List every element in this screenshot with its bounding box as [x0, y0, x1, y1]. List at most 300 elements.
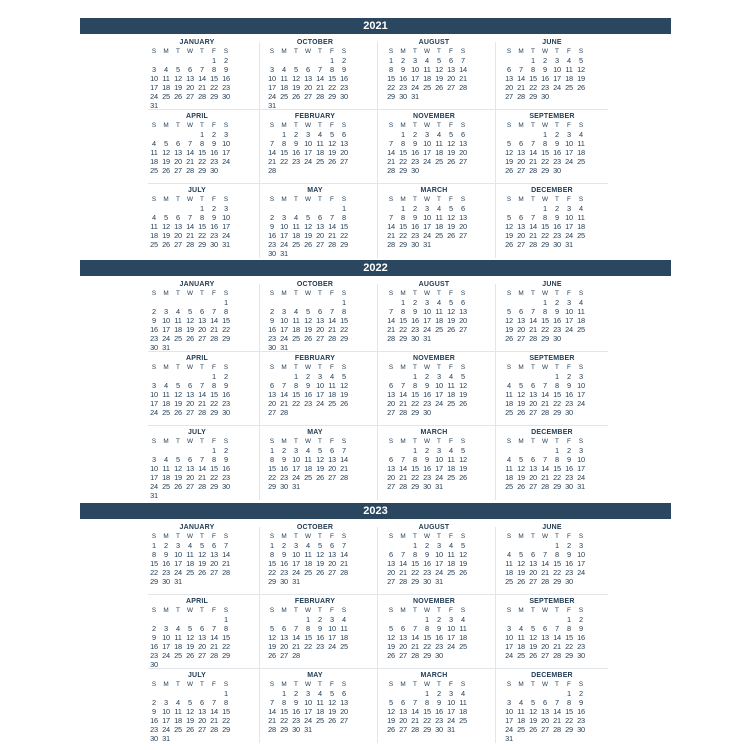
- day-cell: [208, 615, 220, 624]
- day-cell: [266, 615, 278, 624]
- day-cell: 15: [150, 559, 158, 568]
- day-cell: 9: [413, 139, 417, 148]
- weekday-label: S: [223, 681, 229, 688]
- day-cell: [527, 298, 539, 307]
- week-row: [148, 482, 248, 491]
- weekday-header: [148, 195, 248, 204]
- day-cell: 10: [447, 624, 455, 633]
- day-cell: 25: [304, 568, 312, 577]
- day-cell: 10: [280, 316, 288, 325]
- day-cell: 2: [212, 130, 216, 139]
- day-cell: 17: [162, 716, 170, 725]
- day-cell: 29: [399, 334, 407, 343]
- day-cell: [314, 166, 326, 175]
- day-cell: 5: [579, 56, 583, 65]
- weekday-label: S: [269, 681, 275, 688]
- week-row: [503, 390, 603, 399]
- day-cell: 20: [459, 316, 467, 325]
- weekday-label: T: [294, 681, 298, 688]
- day-cell: 7: [389, 307, 393, 316]
- day-cell: 2: [164, 541, 168, 550]
- month-calendar: [148, 280, 248, 352]
- column-divider: [377, 527, 378, 743]
- week-row: [385, 381, 485, 390]
- week-row: [503, 307, 603, 316]
- week-row: [148, 298, 248, 307]
- month-calendar: [385, 597, 485, 669]
- day-cell: 29: [268, 482, 276, 491]
- day-cell: 20: [328, 559, 336, 568]
- day-cell: [314, 408, 326, 417]
- day-cell: 9: [152, 633, 156, 642]
- weekday-label: S: [223, 438, 229, 445]
- day-cell: 16: [577, 707, 585, 716]
- day-cell: [148, 56, 160, 65]
- day-cell: [208, 689, 220, 698]
- day-cell: 16: [210, 222, 218, 231]
- month-name: DECEMBER: [531, 429, 573, 436]
- day-cell: 6: [342, 130, 346, 139]
- day-cell: 2: [413, 204, 417, 213]
- day-cell: 30: [411, 240, 419, 249]
- day-cell: 4: [306, 541, 310, 550]
- day-cell: 14: [529, 316, 537, 325]
- day-cell: 20: [280, 642, 288, 651]
- day-cell: 10: [435, 455, 443, 464]
- month-calendar: [266, 280, 366, 352]
- day-cell: 25: [162, 408, 170, 417]
- day-cell: 29: [411, 577, 419, 586]
- weekday-header: [503, 606, 603, 615]
- week-row: [266, 624, 366, 633]
- week-row: [503, 166, 603, 175]
- day-cell: 15: [529, 74, 537, 83]
- day-cell: 4: [579, 130, 583, 139]
- day-cell: 28: [268, 725, 276, 734]
- day-cell: 12: [505, 222, 513, 231]
- day-cell: 2: [567, 446, 571, 455]
- week-row: [385, 92, 485, 101]
- week-row: [385, 390, 485, 399]
- day-cell: 21: [316, 83, 324, 92]
- day-cell: 16: [399, 74, 407, 83]
- weekday-label: W: [423, 122, 431, 129]
- day-cell: 5: [294, 65, 298, 74]
- day-cell: 7: [461, 56, 465, 65]
- day-cell: 19: [435, 74, 443, 83]
- day-cell: [302, 408, 314, 417]
- day-cell: 25: [459, 716, 467, 725]
- weekday-label: T: [318, 438, 322, 445]
- weekday-label: S: [506, 48, 512, 55]
- day-cell: 12: [505, 148, 513, 157]
- day-cell: 9: [306, 381, 310, 390]
- weekday-label: T: [555, 607, 559, 614]
- day-cell: 23: [411, 231, 419, 240]
- day-cell: [385, 615, 397, 624]
- weekday-label: F: [330, 196, 334, 203]
- day-cell: 6: [461, 298, 465, 307]
- day-cell: [220, 343, 232, 352]
- day-cell: 24: [423, 157, 431, 166]
- day-cell: 9: [555, 213, 559, 222]
- day-cell: [503, 204, 515, 213]
- day-cell: 18: [316, 148, 324, 157]
- weekday-label: S: [388, 122, 394, 129]
- day-cell: 14: [328, 222, 336, 231]
- day-cell: [385, 446, 397, 455]
- day-cell: 13: [328, 550, 336, 559]
- month-calendar: [385, 112, 485, 184]
- day-cell: 6: [200, 624, 204, 633]
- day-cell: 15: [541, 222, 549, 231]
- day-cell: 28: [529, 166, 537, 175]
- day-cell: 18: [292, 325, 300, 334]
- weekday-header: [385, 437, 485, 446]
- month-name: NOVEMBER: [412, 113, 456, 120]
- day-cell: 16: [435, 707, 443, 716]
- week-row: [503, 568, 603, 577]
- day-cell: 8: [555, 550, 559, 559]
- day-cell: 17: [435, 390, 443, 399]
- day-cell: 12: [517, 390, 525, 399]
- weekday-label: S: [460, 438, 466, 445]
- week-row: [503, 446, 603, 455]
- day-cell: 6: [449, 56, 453, 65]
- day-cell: 3: [425, 130, 429, 139]
- day-cell: 27: [210, 568, 218, 577]
- week-row: [266, 473, 366, 482]
- day-cell: 5: [330, 689, 334, 698]
- day-cell: 3: [176, 541, 180, 550]
- weekday-label: S: [151, 196, 157, 203]
- day-cell: 1: [342, 298, 346, 307]
- day-cell: [220, 660, 232, 669]
- year-heading: 2023: [80, 503, 671, 519]
- day-cell: 27: [198, 334, 206, 343]
- day-cell: 23: [565, 473, 573, 482]
- day-cell: 17: [505, 642, 513, 651]
- day-cell: 25: [459, 642, 467, 651]
- week-row: [385, 408, 485, 417]
- day-cell: 18: [150, 231, 158, 240]
- day-cell: [148, 298, 160, 307]
- day-cell: 8: [401, 213, 405, 222]
- day-cell: [457, 725, 469, 734]
- day-cell: [527, 689, 539, 698]
- day-cell: 20: [198, 716, 206, 725]
- week-row: [385, 473, 485, 482]
- day-cell: [397, 372, 409, 381]
- day-cell: 4: [152, 139, 156, 148]
- day-cell: 14: [210, 316, 218, 325]
- day-cell: 9: [579, 624, 583, 633]
- day-cell: 11: [304, 455, 312, 464]
- week-row: [503, 633, 603, 642]
- day-cell: 23: [565, 568, 573, 577]
- day-cell: 5: [389, 624, 393, 633]
- day-cell: 27: [304, 92, 312, 101]
- weekday-label: T: [200, 533, 204, 540]
- day-cell: 3: [270, 65, 274, 74]
- day-cell: [184, 56, 196, 65]
- day-cell: 5: [270, 624, 274, 633]
- weekday-label: W: [186, 48, 194, 55]
- day-cell: 16: [304, 390, 312, 399]
- day-cell: 14: [387, 148, 395, 157]
- day-cell: 28: [328, 334, 336, 343]
- day-cell: 21: [541, 399, 549, 408]
- weekday-label: F: [449, 122, 453, 129]
- day-cell: 1: [555, 446, 559, 455]
- day-cell: 5: [461, 372, 465, 381]
- day-cell: 7: [212, 307, 216, 316]
- week-row: [503, 482, 603, 491]
- day-cell: 29: [210, 482, 218, 491]
- day-cell: 28: [210, 334, 218, 343]
- day-cell: 29: [198, 166, 206, 175]
- day-cell: 7: [188, 139, 192, 148]
- day-cell: 12: [304, 316, 312, 325]
- day-cell: 2: [270, 307, 274, 316]
- day-cell: 30: [553, 166, 561, 175]
- week-row: [385, 157, 485, 166]
- weekday-label: W: [186, 681, 194, 688]
- day-cell: [445, 651, 457, 660]
- week-row: [148, 240, 248, 249]
- day-cell: 25: [162, 92, 170, 101]
- week-row: [503, 559, 603, 568]
- weekday-label: M: [518, 438, 524, 445]
- weekday-label: S: [506, 196, 512, 203]
- day-cell: 21: [399, 473, 407, 482]
- day-cell: [220, 166, 232, 175]
- day-cell: 12: [186, 707, 194, 716]
- day-cell: 5: [449, 130, 453, 139]
- weekday-label: S: [506, 681, 512, 688]
- weekday-label: S: [151, 122, 157, 129]
- day-cell: 5: [531, 624, 535, 633]
- day-cell: [302, 56, 314, 65]
- day-cell: 30: [423, 577, 431, 586]
- day-cell: 7: [200, 65, 204, 74]
- day-cell: 29: [541, 334, 549, 343]
- day-cell: 1: [543, 204, 547, 213]
- weekday-label: F: [330, 122, 334, 129]
- day-cell: 6: [543, 698, 547, 707]
- day-cell: [433, 334, 445, 343]
- day-cell: 2: [579, 615, 583, 624]
- weekday-label: M: [400, 290, 406, 297]
- day-cell: [527, 615, 539, 624]
- day-cell: [160, 615, 172, 624]
- weekday-label: S: [223, 48, 229, 55]
- day-cell: 30: [222, 408, 230, 417]
- month-name: MAY: [307, 672, 323, 679]
- day-cell: 26: [328, 157, 336, 166]
- day-cell: [290, 249, 302, 258]
- week-row: [385, 455, 485, 464]
- day-cell: 15: [565, 633, 573, 642]
- day-cell: 12: [292, 74, 300, 83]
- day-cell: 5: [461, 446, 465, 455]
- day-cell: 24: [150, 92, 158, 101]
- day-cell: 3: [449, 689, 453, 698]
- day-cell: [314, 249, 326, 258]
- day-cell: 24: [435, 399, 443, 408]
- day-cell: 8: [531, 65, 535, 74]
- week-row: [266, 390, 366, 399]
- day-cell: 5: [306, 307, 310, 316]
- day-cell: 17: [577, 464, 585, 473]
- day-cell: [397, 615, 409, 624]
- day-cell: 6: [176, 139, 180, 148]
- day-cell: 15: [210, 390, 218, 399]
- day-cell: 20: [541, 716, 549, 725]
- day-cell: [160, 491, 172, 500]
- day-cell: 20: [529, 399, 537, 408]
- day-cell: 4: [519, 698, 523, 707]
- weekday-label: F: [212, 681, 216, 688]
- month-name: JUNE: [542, 524, 562, 531]
- day-cell: 11: [435, 307, 443, 316]
- week-row: [385, 65, 485, 74]
- weekday-label: W: [304, 438, 312, 445]
- day-cell: 26: [316, 568, 324, 577]
- day-cell: 4: [449, 541, 453, 550]
- day-cell: 18: [447, 464, 455, 473]
- day-cell: 25: [505, 408, 513, 417]
- day-cell: 5: [306, 213, 310, 222]
- day-cell: 24: [292, 473, 300, 482]
- day-cell: 8: [555, 455, 559, 464]
- weekday-label: S: [341, 533, 347, 540]
- day-cell: 11: [577, 139, 585, 148]
- day-cell: [314, 577, 326, 586]
- day-cell: [196, 491, 208, 500]
- day-cell: 8: [306, 624, 310, 633]
- day-cell: 20: [387, 568, 395, 577]
- day-cell: 7: [200, 455, 204, 464]
- weekday-label: T: [437, 48, 441, 55]
- weekday-header: [385, 680, 485, 689]
- day-cell: 2: [425, 372, 429, 381]
- weekday-label: S: [460, 533, 466, 540]
- day-cell: 5: [164, 139, 168, 148]
- day-cell: 9: [212, 213, 216, 222]
- day-cell: 22: [553, 399, 561, 408]
- day-cell: 28: [411, 651, 419, 660]
- day-cell: 21: [328, 325, 336, 334]
- day-cell: 11: [459, 624, 467, 633]
- day-cell: 2: [224, 56, 228, 65]
- week-row: [385, 74, 485, 83]
- weekday-label: M: [163, 122, 169, 129]
- weekday-label: T: [531, 290, 535, 297]
- day-cell: 13: [198, 707, 206, 716]
- day-cell: 28: [553, 651, 561, 660]
- day-cell: [457, 334, 469, 343]
- day-cell: 31: [435, 577, 443, 586]
- month-calendar: [148, 38, 248, 110]
- week-row: [148, 148, 248, 157]
- day-cell: 12: [174, 74, 182, 83]
- weekday-label: W: [304, 48, 312, 55]
- day-cell: 16: [423, 464, 431, 473]
- weekday-header: [503, 289, 603, 298]
- day-cell: [527, 130, 539, 139]
- day-cell: 5: [507, 213, 511, 222]
- day-cell: [220, 491, 232, 500]
- weekday-label: W: [423, 607, 431, 614]
- day-cell: 27: [459, 325, 467, 334]
- day-cell: 12: [447, 213, 455, 222]
- day-cell: 6: [318, 213, 322, 222]
- week-row: [148, 651, 248, 660]
- weekday-label: W: [423, 48, 431, 55]
- month-calendar: [385, 354, 485, 426]
- day-cell: 8: [543, 307, 547, 316]
- weekday-label: T: [555, 681, 559, 688]
- weekday-header: [385, 289, 485, 298]
- weekday-header: [148, 47, 248, 56]
- weekday-label: S: [341, 290, 347, 297]
- day-cell: 18: [174, 325, 182, 334]
- month-name: SEPTEMBER: [529, 355, 575, 362]
- day-cell: 26: [186, 725, 194, 734]
- day-cell: [184, 204, 196, 213]
- day-cell: [314, 101, 326, 110]
- day-cell: 12: [447, 307, 455, 316]
- day-cell: 8: [224, 624, 228, 633]
- day-cell: 13: [304, 74, 312, 83]
- day-cell: [575, 577, 587, 586]
- day-cell: 6: [318, 307, 322, 316]
- day-cell: 24: [222, 157, 230, 166]
- weekday-label: S: [388, 438, 394, 445]
- day-cell: [160, 689, 172, 698]
- day-cell: 10: [222, 213, 230, 222]
- day-cell: 10: [162, 633, 170, 642]
- week-row: [148, 716, 248, 725]
- day-cell: 1: [282, 689, 286, 698]
- day-cell: 9: [270, 316, 274, 325]
- day-cell: [220, 734, 232, 743]
- day-cell: 28: [198, 92, 206, 101]
- day-cell: 10: [505, 707, 513, 716]
- weekday-label: T: [318, 122, 322, 129]
- day-cell: 13: [328, 455, 336, 464]
- month-calendar: [385, 38, 485, 110]
- month-calendar: [503, 671, 603, 743]
- day-cell: 6: [389, 550, 393, 559]
- week-row: [148, 559, 248, 568]
- day-cell: 26: [459, 473, 467, 482]
- day-cell: 11: [316, 139, 324, 148]
- day-cell: 20: [186, 83, 194, 92]
- day-cell: 17: [292, 559, 300, 568]
- day-cell: 1: [413, 372, 417, 381]
- column-divider: [377, 42, 378, 258]
- day-cell: 20: [174, 231, 182, 240]
- weekday-label: M: [163, 533, 169, 540]
- day-cell: [326, 343, 338, 352]
- weekday-header: [266, 680, 366, 689]
- week-row: [266, 204, 366, 213]
- week-row: [385, 642, 485, 651]
- weekday-label: S: [578, 681, 584, 688]
- day-cell: 23: [435, 716, 443, 725]
